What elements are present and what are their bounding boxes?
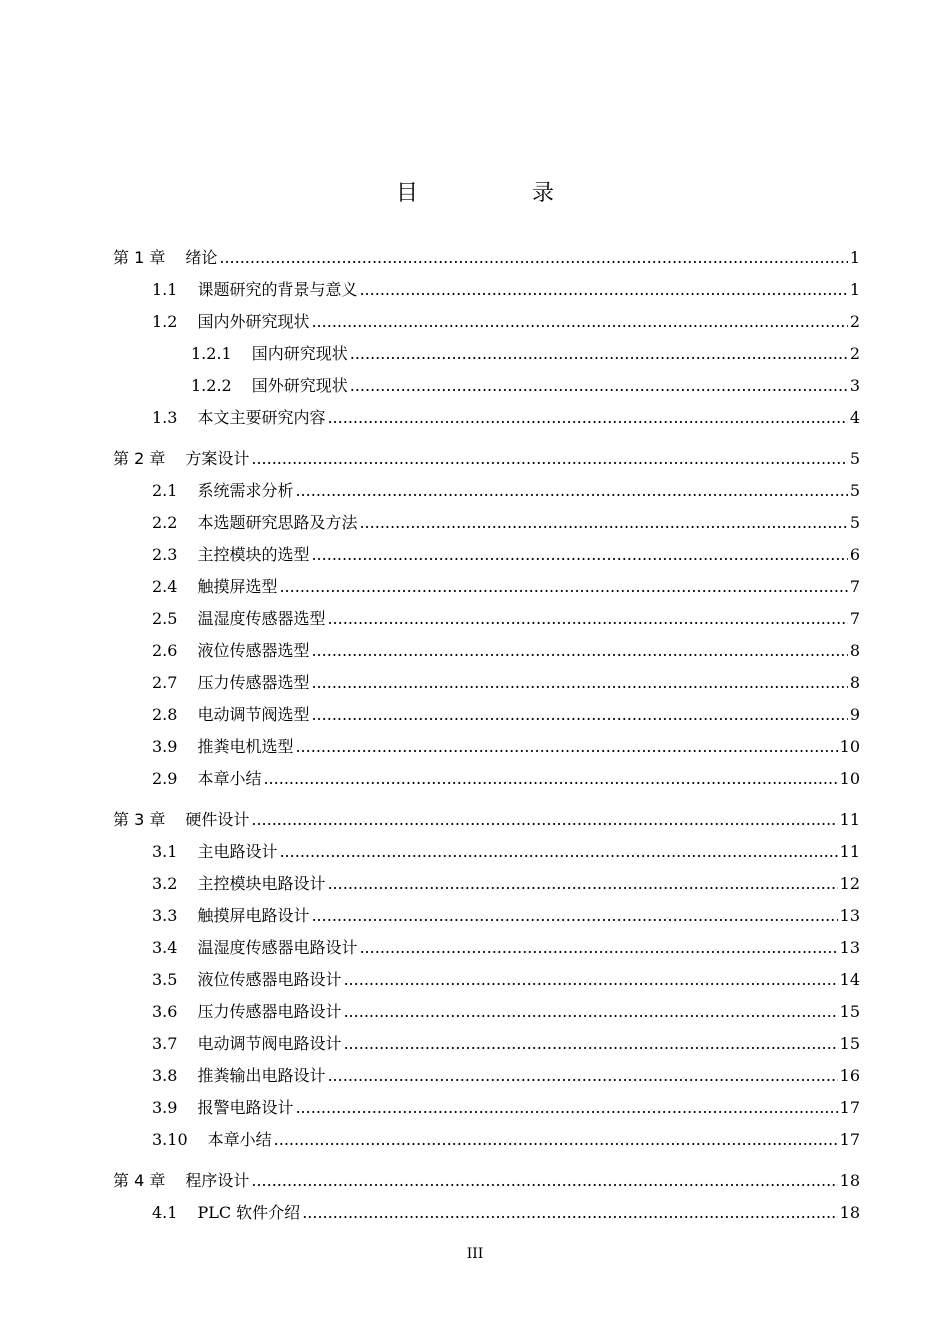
toc-entry-page: 17 xyxy=(839,1130,860,1149)
toc-entry-title: 报警电路设计 xyxy=(197,1098,294,1117)
toc-entry-page: 11 xyxy=(839,810,860,829)
toc-entry-number: 第 3 章 xyxy=(113,810,166,829)
toc-section-entry[interactable] xyxy=(113,1124,860,1156)
toc-entry-page: 7 xyxy=(849,609,860,628)
toc-entry-title: 温湿度传感器选型 xyxy=(197,609,326,628)
toc-dot-leader xyxy=(343,964,837,996)
toc-entry-page: 17 xyxy=(839,1098,860,1117)
toc-dot-leader xyxy=(251,804,837,836)
toc-entry-page: 7 xyxy=(849,577,860,596)
toc-dot-leader xyxy=(350,338,848,370)
toc-entry-number: 1.2.1 xyxy=(191,344,232,363)
toc-dot-leader xyxy=(295,475,847,507)
toc-chapter-entry[interactable] xyxy=(113,242,860,274)
toc-entry-number: 3.6 xyxy=(152,1002,178,1021)
toc-entry-title: 课题研究的背景与意义 xyxy=(197,280,358,299)
toc-entry-page: 3 xyxy=(849,376,860,395)
toc-entry-number: 2.8 xyxy=(152,705,178,724)
table-of-contents xyxy=(113,242,860,1229)
toc-entry-number: 3.10 xyxy=(152,1130,188,1149)
toc-dot-leader xyxy=(274,1124,838,1156)
toc-section-entry[interactable] xyxy=(113,507,860,539)
toc-section-entry[interactable] xyxy=(113,996,860,1028)
toc-dot-leader xyxy=(327,1060,837,1092)
toc-section-entry[interactable] xyxy=(113,402,860,434)
toc-entry-number: 2.1 xyxy=(152,481,178,500)
page-number-footer: III xyxy=(466,1246,484,1262)
toc-entry-number: 第 1 章 xyxy=(113,248,166,267)
toc-section-entry[interactable] xyxy=(113,699,860,731)
toc-section-entry[interactable] xyxy=(113,603,860,635)
toc-chapter-entry[interactable] xyxy=(113,804,860,836)
toc-entry-number: 3.9 xyxy=(152,737,178,756)
toc-dot-leader xyxy=(343,996,837,1028)
toc-entry-number: 第 2 章 xyxy=(113,449,166,468)
toc-entry-page: 1 xyxy=(849,280,860,299)
toc-entry-page: 1 xyxy=(849,248,860,267)
toc-section-entry[interactable] xyxy=(113,932,860,964)
toc-entry-title: 硬件设计 xyxy=(185,810,250,829)
toc-entry-number: 2.7 xyxy=(152,673,178,692)
toc-section-entry[interactable] xyxy=(113,900,860,932)
toc-chapter-entry[interactable] xyxy=(113,443,860,475)
toc-entry-title: PLC 软件介绍 xyxy=(197,1203,301,1222)
toc-entry-page: 14 xyxy=(839,970,860,989)
toc-dot-leader xyxy=(311,900,837,932)
toc-section-entry[interactable] xyxy=(113,836,860,868)
toc-dot-leader xyxy=(302,1197,837,1229)
toc-chapter-entry[interactable] xyxy=(113,1165,860,1197)
toc-dot-leader xyxy=(311,667,847,699)
toc-entry-number: 3.5 xyxy=(152,970,178,989)
toc-dot-leader xyxy=(251,443,847,475)
toc-section-entry[interactable] xyxy=(113,306,860,338)
toc-entry-title: 电动调节阀电路设计 xyxy=(197,1034,342,1053)
toc-entry-title: 绪论 xyxy=(185,248,218,267)
toc-entry-page: 6 xyxy=(849,545,860,564)
toc-section-entry[interactable] xyxy=(113,667,860,699)
toc-entry-title: 主控模块电路设计 xyxy=(197,874,326,893)
toc-section-entry[interactable] xyxy=(113,1092,860,1124)
toc-entry-number: 2.4 xyxy=(152,577,178,596)
toc-dot-leader xyxy=(295,1092,837,1124)
toc-entry-title: 国外研究现状 xyxy=(251,376,348,395)
toc-entry-page: 5 xyxy=(849,449,860,468)
toc-entry-title: 压力传感器选型 xyxy=(197,673,310,692)
toc-entry-number: 1.1 xyxy=(152,280,178,299)
toc-section-entry[interactable] xyxy=(113,274,860,306)
toc-entry-title: 液位传感器电路设计 xyxy=(197,970,342,989)
toc-entry-page: 8 xyxy=(849,641,860,660)
toc-entry-number: 3.2 xyxy=(152,874,178,893)
toc-entry-number: 2.3 xyxy=(152,545,178,564)
toc-entry-title: 程序设计 xyxy=(185,1171,250,1190)
toc-entry-title: 本选题研究思路及方法 xyxy=(197,513,358,532)
toc-entry-page: 13 xyxy=(839,906,860,925)
page-title: 目 录 xyxy=(395,181,600,206)
toc-entry-title: 方案设计 xyxy=(185,449,250,468)
toc-entry-title: 液位传感器选型 xyxy=(197,641,310,660)
toc-dot-leader xyxy=(350,370,848,402)
toc-entry-number: 2.6 xyxy=(152,641,178,660)
toc-entry-page: 18 xyxy=(839,1203,860,1222)
toc-section-entry[interactable] xyxy=(113,731,860,763)
toc-dot-leader xyxy=(327,868,837,900)
toc-section-entry[interactable] xyxy=(113,964,860,996)
toc-dot-leader xyxy=(327,603,847,635)
toc-entry-page: 9 xyxy=(849,705,860,724)
toc-entry-number: 2.9 xyxy=(152,769,178,788)
toc-entry-number: 3.8 xyxy=(152,1066,178,1085)
toc-entry-page: 5 xyxy=(849,481,860,500)
toc-section-entry[interactable] xyxy=(113,475,860,507)
toc-entry-number: 3.3 xyxy=(152,906,178,925)
toc-entry-page: 16 xyxy=(839,1066,860,1085)
toc-section-entry[interactable] xyxy=(113,763,860,795)
toc-entry-title: 触摸屏选型 xyxy=(197,577,278,596)
toc-entry-page: 2 xyxy=(849,312,860,331)
toc-entry-number: 4.1 xyxy=(152,1203,178,1222)
toc-entry-number: 2.2 xyxy=(152,513,178,532)
toc-dot-leader xyxy=(263,763,837,795)
toc-section-entry[interactable] xyxy=(113,1197,860,1229)
toc-dot-leader xyxy=(295,731,837,763)
toc-dot-leader xyxy=(279,571,847,603)
toc-entry-number: 3.7 xyxy=(152,1034,178,1053)
toc-entry-number: 3.4 xyxy=(152,938,178,957)
toc-entry-page: 8 xyxy=(849,673,860,692)
toc-dot-leader xyxy=(311,306,847,338)
toc-entry-page: 18 xyxy=(839,1171,860,1190)
toc-section-entry[interactable] xyxy=(113,635,860,667)
toc-entry-title: 电动调节阀选型 xyxy=(197,705,310,724)
toc-dot-leader xyxy=(279,836,837,868)
toc-entry-number: 2.5 xyxy=(152,609,178,628)
toc-entry-page: 15 xyxy=(839,1002,860,1021)
toc-entry-title: 推粪输出电路设计 xyxy=(197,1066,326,1085)
toc-entry-title: 系统需求分析 xyxy=(197,481,294,500)
toc-section-entry[interactable] xyxy=(113,539,860,571)
toc-entry-number: 1.2 xyxy=(152,312,178,331)
toc-dot-leader xyxy=(359,932,837,964)
toc-entry-page: 15 xyxy=(839,1034,860,1053)
toc-dot-leader xyxy=(311,635,847,667)
toc-dot-leader xyxy=(311,539,847,571)
toc-entry-title: 国内外研究现状 xyxy=(197,312,310,331)
toc-entry-title: 主电路设计 xyxy=(197,842,278,861)
toc-entry-number: 3.1 xyxy=(152,842,178,861)
toc-dot-leader xyxy=(359,274,847,306)
toc-dot-leader xyxy=(311,699,847,731)
toc-entry-page: 10 xyxy=(839,737,860,756)
toc-entry-number: 1.2.2 xyxy=(191,376,232,395)
toc-entry-page: 10 xyxy=(839,769,860,788)
toc-entry-title: 本文主要研究内容 xyxy=(197,408,326,427)
toc-dot-leader xyxy=(251,1165,837,1197)
toc-entry-title: 主控模块的选型 xyxy=(197,545,310,564)
toc-section-entry[interactable] xyxy=(113,1028,860,1060)
toc-entry-title: 触摸屏电路设计 xyxy=(197,906,310,925)
toc-section-entry[interactable] xyxy=(113,338,860,370)
toc-entry-page: 11 xyxy=(839,842,860,861)
toc-entry-title: 温湿度传感器电路设计 xyxy=(197,938,358,957)
toc-section-entry[interactable] xyxy=(113,370,860,402)
toc-section-entry[interactable] xyxy=(113,1060,860,1092)
toc-entry-title: 本章小结 xyxy=(207,1130,272,1149)
toc-entry-page: 12 xyxy=(839,874,860,893)
toc-entry-page: 2 xyxy=(849,344,860,363)
toc-dot-leader xyxy=(359,507,847,539)
toc-dot-leader xyxy=(327,402,847,434)
toc-entry-page: 13 xyxy=(839,938,860,957)
toc-entry-page: 4 xyxy=(849,408,860,427)
toc-entry-page: 5 xyxy=(849,513,860,532)
toc-entry-number: 第 4 章 xyxy=(113,1171,166,1190)
toc-section-entry[interactable] xyxy=(113,571,860,603)
toc-entry-number: 1.3 xyxy=(152,408,178,427)
toc-entry-title: 国内研究现状 xyxy=(251,344,348,363)
toc-entry-title: 压力传感器电路设计 xyxy=(197,1002,342,1021)
toc-dot-leader xyxy=(219,242,847,274)
toc-dot-leader xyxy=(343,1028,837,1060)
toc-entry-number: 3.9 xyxy=(152,1098,178,1117)
toc-entry-title: 推粪电机选型 xyxy=(197,737,294,756)
toc-section-entry[interactable] xyxy=(113,868,860,900)
toc-entry-title: 本章小结 xyxy=(197,769,262,788)
